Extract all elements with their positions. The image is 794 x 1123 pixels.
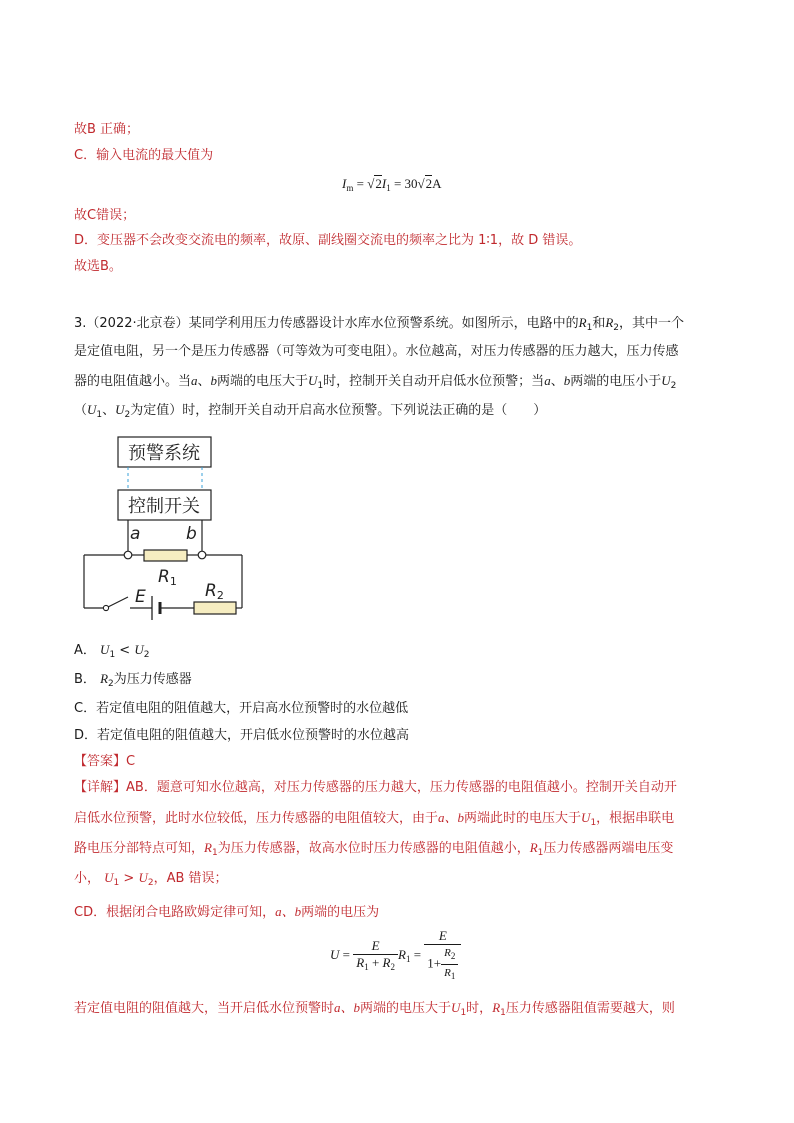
text-line: 故B 正确；: [74, 122, 140, 137]
fraction: E 1+ $\frac{R_2}{R_1}$: [424, 928, 461, 984]
detail-line-4: 小， $U_1 > U_2$，AB 错误；: [74, 870, 228, 888]
question-stem-line-3: 器的电阻值越小。当a、b两端的电压大于$U_1$时，控制开关自动开启低水位预警；当a、b两端的电压小于$U_2$: [74, 373, 677, 391]
warning-system-label: 预警系统: [128, 443, 200, 464]
text-line: D．变压器不会改变交流电的频率，故原、副线圈交流电的频率之比为 1∶1，故 D 错误。: [74, 233, 582, 248]
emf-label: E: [135, 587, 146, 607]
control-switch-label: 控制开关: [128, 496, 200, 517]
switch-lever: [108, 597, 128, 607]
answer: 【答案】C: [74, 754, 136, 769]
r2-label: R2: [205, 581, 224, 602]
resistor-r2: [194, 602, 236, 614]
fraction: $\frac{E}{R_1 + R_2}$: [353, 938, 398, 975]
detail-line-2: 启低水位预警，此时水位较低，压力传感器的电阻值较大，由于a、b两端此时的电压大于$U_1$，根据串联电: [74, 810, 675, 828]
terminal-b-label: b: [186, 524, 197, 544]
detail-line-1: 【详解】AB．题意可知水位越高，对压力传感器的压力越大，压力传感器的电阻值越小。控制开关自动开: [74, 780, 677, 795]
terminal-a: [124, 551, 132, 559]
option-d: D．若定值电阻的阻值越大，开启低水位预警时的水位越高: [74, 728, 410, 743]
option-c: C．若定值电阻的阻值越大，开启高水位预警时的水位越低: [74, 701, 409, 716]
text-line: 故选B。: [74, 259, 122, 274]
question-stem-line-1: 3.（2022·北京卷）某同学利用压力传感器设计水库水位预警系统。如图所示，电路中的$R_1$和$R_2$，其中一个: [74, 315, 685, 333]
equation-max-current: $I_m = √2I_1 = 30√2A$: [342, 176, 442, 193]
option-b: B． $R_2$为压力传感器: [74, 671, 192, 689]
detail-line-5: CD．根据闭合电路欧姆定律可知，a、b两端的电压为: [74, 904, 380, 920]
resistor-r1: [144, 550, 187, 561]
text-line: C．输入电流的最大值为: [74, 148, 214, 163]
text-line: 故C错误；: [74, 208, 136, 223]
option-a: A． $U_1 < U_2$: [74, 642, 150, 660]
equation-voltage-divider: U = $\frac{E}{R_1 + R_2}$ $R_1$ = E 1+ $\frac{R_2}{R_1}$: [330, 928, 461, 984]
r1-label: R1: [158, 567, 177, 588]
question-stem-line-2: 是定值电阻，另一个是压力传感器（可等效为可变电阻）。水位越高，对压力传感器的压力越大，压力传感: [74, 344, 679, 359]
switch-contact: [103, 605, 108, 610]
question-stem-line-4: （$U_1$、$U_2$为定值）时，控制开关自动开启高水位预警。下列说法正确的是（ ）: [74, 402, 547, 420]
circuit-diagram: [76, 430, 256, 622]
terminal-b: [198, 551, 206, 559]
terminal-a-label: a: [130, 524, 141, 544]
detail-line-6: 若定值电阻的阻值越大，当开启低水位预警时a、b两端的电压大于$U_1$时，$R_1$压力传感器阻值需要越大，则: [74, 1000, 675, 1018]
detail-line-3: 路电压分部特点可知，$R_1$为压力传感器，故高水位时压力传感器的电阻值越小，$R_1$压力传感器两端电压变: [74, 840, 674, 858]
